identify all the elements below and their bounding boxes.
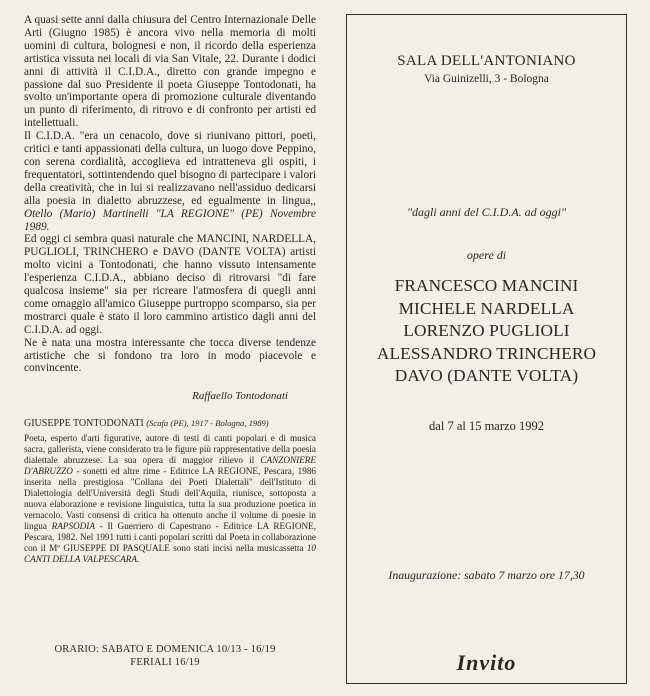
hours-weekdays: FERIALI 16/19 — [130, 657, 200, 668]
quote-text: Il C.I.D.A. "era un cenacolo, dove si riunivano pittori, poeti, critici e tanti appassionati della cultura, un luogo dove Peppino, con serena cordialità, accoglieva ed intratteneva gli ospiti, i frequentatori, sottintendendo quel bisogno di partecipare i valori della creatività, che in lui si realizzavano nell'assiduo dedicarsi alla poesia in dialetto abruzzese, ed egualmente in lingua,, — [24, 130, 316, 207]
biography-name: GIUSEPPE TONTODONATI — [24, 418, 144, 429]
artists-paragraph: Ed oggi ci sembra quasi naturale che MANCINI, NARDELLA, PUGLIOLI, TRINCHERO e DAVO (DANTE VOLTA) artisti molto vicini a Tontodonati, che hanno vissuto intensamente l'esperienza C.I.D.A., abbiano deciso di ritrovarsi "di fare qualcosa insieme" sia per ricreare l'atmosfera di quegli anni come omaggio all'amico Giuseppe purtroppo scomparso, sia per mostrarci quale è stato il loro cammino artistico dagli anni del C.I.D.A. ad oggi. — [24, 233, 316, 336]
work-title-rapsodia: RAPSODIA — [51, 521, 95, 531]
biography-text-part: - Il Guerriero di Capestrano - Editrice LA REGIONE, Pescara, 1982. Nel 1991 tutti i canti popolari scritti dal Poeta in collaborazione con il Mº GIUSEPPE DI PASQUALE sono stati incisi nella musicassetta — [24, 521, 317, 553]
work-title-canti: 10 CANTI DELLA VALPESCARA. — [24, 543, 317, 564]
artist-name: MICHELE NARDELLA — [398, 298, 575, 318]
artist-list — [347, 275, 626, 388]
artist-name: DAVO (DANTE VOLTA) — [394, 366, 579, 385]
closing-paragraph: Ne è nata una mostra interessante che tocca diverse tendenze artistiche che si fondono tra loro in modo piacevole e convincente. — [24, 336, 316, 375]
signature: Raffaello Tontodonati — [192, 390, 288, 403]
artist-name: ALESSANDRO TRINCHERO — [376, 343, 597, 363]
hours-weekend: ORARIO: SABATO E DOMENICA 10/13 - 16/19 — [54, 644, 276, 655]
artist-name: FRANCESCO MANCINI — [394, 276, 579, 295]
intro-column — [24, 14, 316, 402]
work-title-canzoniere: CANZONIERE D'ABRUZZO — [24, 455, 316, 476]
invitation-card — [346, 14, 627, 684]
opening-event: Inaugurazione: sabato 7 marzo ore 17,30 — [388, 568, 585, 582]
biography-dates: (Scafa (PE), 1917 - Bologna, 1989) — [146, 418, 269, 428]
biography-text-part: - sonetti ed altre rime - Editrice LA REGIONE, Pescara, 1986 inserita nella prestigiosa "Collana dei Poeti Dialettali" dell'Istituto di Dialettologia dell'Università degli Studi dell'Aquila, riunisce, sottoposta a nuova elaborazione e revisione linguistica, tutta la sua produzione poetica in vernacolo. Vasti consensi di critica ha ottenuto anche il volume di poesie in lingua — [24, 466, 317, 531]
artist-name: LORENZO PUGLIOLI — [403, 321, 570, 340]
biography-heading — [24, 418, 316, 429]
exhibition-subtitle: "dagli anni del C.I.D.A. ad oggi" — [406, 205, 567, 219]
opening-hours — [0, 643, 330, 669]
biography-text-part: Poeta, esperto d'arti figurative, autore di testi di canti popolari e di musica sacra, gallerista, viene considerato tra le figure più rappresentative della poesia dialettale abruzzese. La sua opera di maggior rilievo il — [24, 433, 316, 465]
quote-citation: Otello (Mario) Martinelli "LA REGIONE" (PE) Novembre 1989. — [24, 207, 316, 233]
biography — [24, 418, 316, 565]
intro-paragraph: A quasi sette anni dalla chiusura del Centro Internazionale Delle Arti (Giugno 1985) è ancora vivo nella memoria di molti uomini di cultura, bolognesi e non, il ricordo della esperienza artistica vissuta nei locali di via San Vitale, 22. Durante i dodici anni di attività il C.I.D.A., diretto con grande impegno e passione dal suo Presidente il poeta Giuseppe Tontodonati, ha svolto un'importante opera di promozione culturale diventando un punto di riferimento, di ritrovo e di confronto per artisti ed intellettuali. — [24, 14, 316, 130]
works-by-label: opere di — [466, 248, 507, 262]
quote-paragraph — [24, 130, 316, 233]
biography-text — [24, 433, 316, 565]
intro-text — [24, 14, 316, 375]
venue-name: SALA DELL'ANTONIANO — [397, 53, 576, 69]
venue-address: Via Guinizelli, 3 - Bologna — [424, 73, 549, 85]
invite-title: Invito — [456, 650, 517, 675]
exhibition-dates: dal 7 al 15 marzo 1992 — [429, 419, 544, 433]
